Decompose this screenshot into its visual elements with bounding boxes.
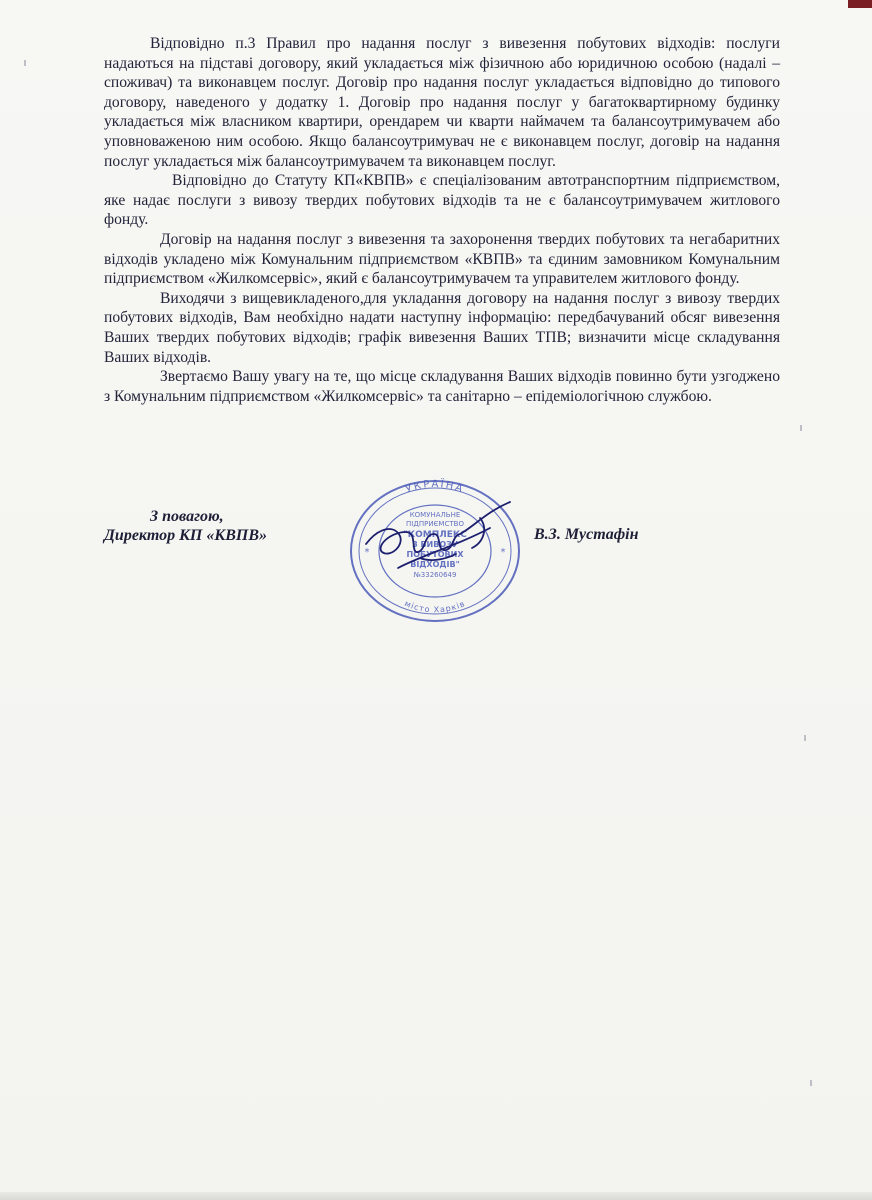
page-bottom-edge [0, 1192, 872, 1200]
scan-speck [24, 60, 26, 66]
paragraph: Звертаємо Вашу увагу на те, що місце складування Ваших відходів повинно бути узгоджено з Комунальним підприємством «Жилкомсервіс» та санітарно – епідеміологічною службою. [104, 368, 780, 405]
handwritten-signature [360, 498, 520, 578]
stamp-line: КОМУНАЛЬНЕ [409, 511, 461, 519]
paragraph: Договір на надання послуг з вивезення та захоронення твердих побутових та негабаритних відходів укладено між Комунальним підприємством «КВПВ» та єдиним замовником Комунальним підприємством «Жилкомсервіс», який є балансоутримувачем та управителем житлового фонду. [104, 230, 780, 288]
stamp-line: ПОБУТОВИХ [406, 550, 464, 559]
signer-name: В.З. Мустафін [534, 526, 639, 543]
paragraph: Відповідно до Статуту КП«КВПВ» є спеціалізованим автотранспортним підприємством, яке надає послуги з вивозу твердих побутових відходів та не є балансоутримувачем житлового фонду. [104, 172, 780, 229]
stamp-line: "КОМПЛЕКС [403, 530, 467, 540]
letter-body [104, 34, 780, 406]
svg-text:місто Харків [403, 599, 467, 614]
corner-mark [848, 0, 872, 8]
closing-greeting: З повагою, [150, 508, 224, 525]
svg-text:*: * [364, 547, 370, 558]
stamp-bottom-text: місто Харків [403, 598, 467, 615]
signature-left [104, 507, 267, 545]
stamp-line: З ВИВОЗУ [411, 540, 459, 549]
svg-text:*: * [500, 547, 506, 558]
svg-text:УКРАЇНА [404, 477, 465, 495]
signer-position: Директор КП «КВПВ» [104, 527, 267, 544]
stamp-top-text: УКРАЇНА [404, 478, 466, 496]
stamp-line: ПІДПРИЄМСТВО [406, 520, 464, 528]
paragraph: Виходячи з вищевикладеного,для укладання договору на надання послуг з вивозу твердих побутових відходів, Вам необхідно надати наступну інформацію: передбачуваний обсяг вивезення Ваших твердих побутових відходів; графік вивезення Ваших ТПВ; визначити місце складування Ваших відходів. [104, 289, 780, 366]
stamp-line: ВІДХОДІВ" [410, 560, 460, 569]
scan-speck [810, 1080, 812, 1086]
paragraph: Відповідно п.3 Правил про надання послуг з вивезення побутових відходів: послуги надаються на підставі договору, який укладається між фізичною або юридичною особою (надалі – споживач) та виконавцем послуг. Договір про надання послуг укладається відповідно до типового договору, наведеного у додатку 1. Договір про надання послуг у багатоквартирному будинку укладається між власником квартири, орендарем чи кварти наймачем та балансоутримувачем або уповноваженою ним особою. Якщо балансоутримувач не є виконавцем послуг, договір на надання послуг укладається між балансоутримувачем та виконавцем послуг. [104, 35, 780, 170]
scan-speck [800, 425, 802, 431]
scan-speck [804, 735, 806, 741]
stamp-line: №33260649 [413, 571, 457, 579]
